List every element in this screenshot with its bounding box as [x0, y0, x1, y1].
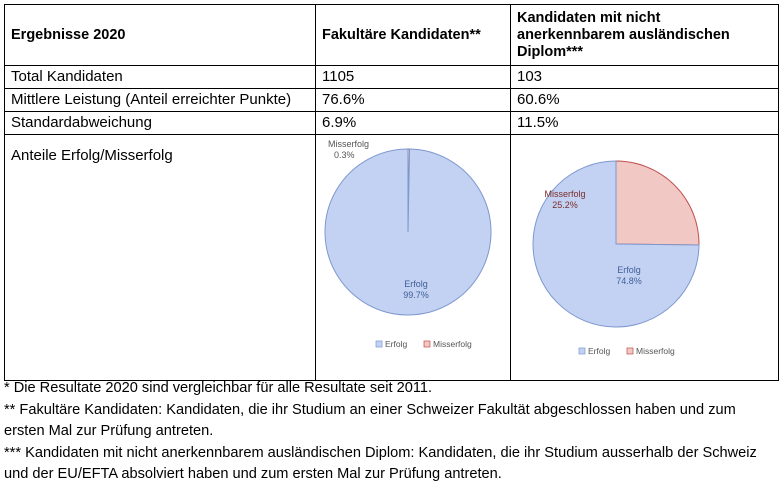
row-label: Total Kandidaten	[5, 66, 316, 89]
chart-row	[5, 135, 779, 381]
legend-swatch-erfolg	[376, 341, 382, 347]
pie-chart-fak	[316, 135, 511, 368]
slice-label-erfolg: Erfolg	[617, 265, 641, 275]
row-value-fak: 1105	[316, 66, 511, 89]
table-row	[5, 112, 779, 135]
slice-label-misserfolg: Misserfolg	[328, 139, 370, 149]
slice-value-erfolg: 99.7%	[403, 290, 429, 300]
slice-label-misserfolg: Misserfolg	[544, 189, 586, 199]
header-row	[5, 5, 779, 66]
footnote-1: * Die Resultate 2020 sind vergleichbar für alle Resultate seit 2011.	[4, 380, 433, 396]
footnote-2: ** Fakultäre Kandidaten: Kandidaten, die ihr Studium an einer Schweizer Fakultät abgeschlossen haben und zum ersten Mal zur Prüfung antreten.	[4, 401, 736, 439]
row-value-ausl: 60.6%	[511, 89, 779, 112]
footnote-3: *** Kandidaten mit nicht anerkennbarem ausländischen Diplom: Kandidaten, die ihr Studium ausserhalb der Schweiz und der EU/EFTA absolviert haben und zum ersten Mal zur Prüfung antreten.	[4, 444, 757, 482]
pie-slice-misserfolg	[616, 161, 699, 245]
row-value-ausl: 11.5%	[511, 112, 779, 135]
header-auslaendisch: Kandidaten mit nicht anerkennbarem ausländischen Diplom***	[511, 5, 779, 66]
header-fakultaere: Fakultäre Kandidaten**	[316, 5, 511, 66]
slice-value-misserfolg: 25.2%	[552, 200, 578, 210]
row-value-fak: 76.6%	[316, 89, 511, 112]
pie-cell-ausl	[511, 135, 779, 381]
legend-label-misserfolg: Misserfolg	[636, 346, 675, 356]
footnotes	[4, 378, 780, 486]
row-value-ausl: 103	[511, 66, 779, 89]
slice-label-erfolg: Erfolg	[404, 279, 428, 289]
header-ergebnisse: Ergebnisse 2020	[5, 5, 316, 66]
legend-label-erfolg: Erfolg	[588, 346, 611, 356]
row-label: Anteile Erfolg/Misserfolg	[5, 135, 316, 381]
row-label: Mittlere Leistung (Anteil erreichter Punkte)	[5, 89, 316, 112]
results-table	[4, 4, 779, 381]
slice-value-erfolg: 74.8%	[616, 276, 642, 286]
pie-chart-ausl	[511, 135, 779, 368]
legend-swatch-misserfolg	[627, 348, 633, 354]
row-label: Standardabweichung	[5, 112, 316, 135]
legend-swatch-misserfolg	[424, 341, 430, 347]
row-value-fak: 6.9%	[316, 112, 511, 135]
legend-label-misserfolg: Misserfolg	[433, 339, 472, 349]
pie-cell-fak	[316, 135, 511, 381]
table-row	[5, 89, 779, 112]
table-row	[5, 66, 779, 89]
legend-label-erfolg: Erfolg	[385, 339, 408, 349]
slice-value-misserfolg: 0.3%	[334, 150, 355, 160]
legend-swatch-erfolg	[579, 348, 585, 354]
